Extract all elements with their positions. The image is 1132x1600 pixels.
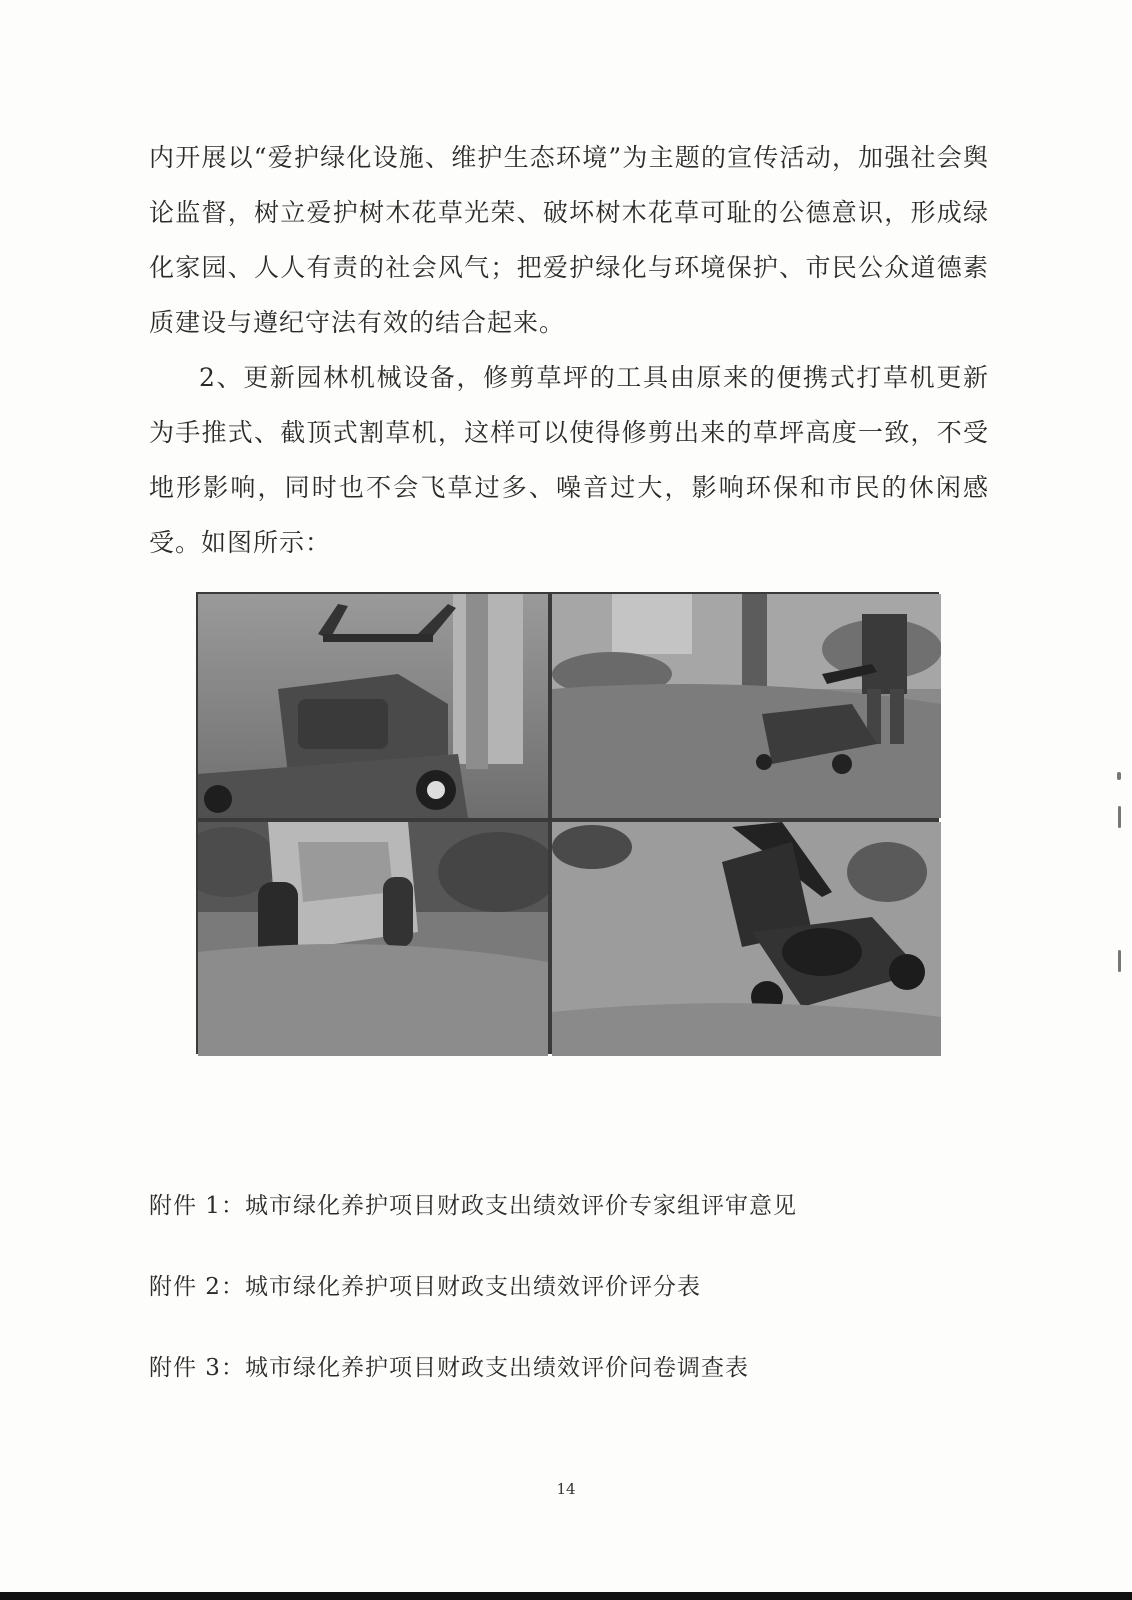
photo-mower-on-lawn	[552, 822, 941, 1056]
scan-edge	[0, 1592, 1132, 1600]
paragraph-equipment-update: 2、更新园林机械设备，修剪草坪的工具由原来的便携式打草机更新为手推式、截顶式割草机，这样可以使得修剪出来的草坪高度一致，不受地形影响，同时也不会飞草过多、噪音过大，影响环保和市民的休闲感受。如图所示：	[149, 363, 989, 557]
photo-man-mowing-park	[552, 594, 941, 818]
scan-artifact	[1117, 772, 1121, 780]
photo-mower-front-grass	[198, 822, 548, 1056]
scan-artifact	[1118, 950, 1121, 972]
attachment-3: 附件 3：城市绿化养护项目财政支出绩效评价问卷调查表	[149, 1355, 749, 1381]
page-number: 14	[556, 1480, 576, 1498]
attachment-1: 附件 1：城市绿化养护项目财政支出绩效评价专家组评审意见	[149, 1193, 797, 1219]
photo-lawn-mower-closeup	[198, 594, 548, 818]
attachment-list	[149, 1186, 989, 1429]
lawn-mower-photo-grid	[196, 592, 939, 1054]
attachment-2: 附件 2：城市绿化养护项目财政支出绩效评价评分表	[149, 1274, 701, 1300]
body-text	[149, 130, 989, 570]
scan-artifact	[1118, 806, 1121, 828]
paragraph-continued: 内开展以“爱护绿化设施、维护生态环境”为主题的宣传活动，加强社会舆论监督，树立爱护树木花草光荣、破坏树木花草可耻的公德意识，形成绿化家园、人人有责的社会风气；把爱护绿化与环境保护、市民公众道德素质建设与遵纪守法有效的结合起来。	[149, 143, 989, 337]
